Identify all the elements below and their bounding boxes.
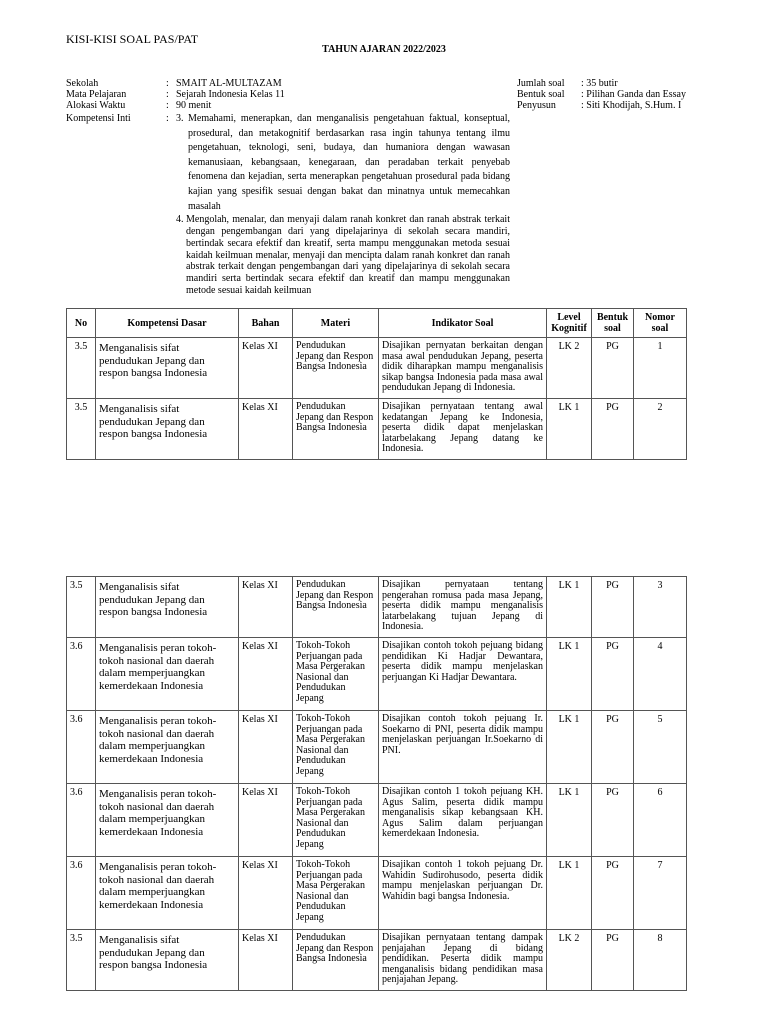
cell-kompetensi-dasar: Menganalisis peran tokoh-tokoh nasional dan daerah dalam memperjuangkan kemerdekaan Indonesia — [96, 857, 239, 930]
cell-no: 3.6 — [67, 784, 96, 857]
info-row-question-count — [517, 78, 767, 89]
cell-no: 3.5 — [67, 577, 96, 638]
info-row-question-type — [517, 89, 767, 100]
cell-no: 3.6 — [67, 638, 96, 711]
table-row — [67, 399, 687, 460]
cell-bahan: Kelas XI — [239, 338, 293, 399]
cell-bahan: Kelas XI — [239, 399, 293, 460]
cell-kompetensi-dasar: Menganalisis peran tokoh-tokoh nasional dan daerah dalam memperjuangkan kemerdekaan Indonesia — [96, 711, 239, 784]
cell-kompetensi-dasar: Menganalisis sifat pendudukan Jepang dan respon bangsa Indonesia — [96, 338, 239, 399]
cell-bentuk: PG — [592, 577, 634, 638]
cell-nomor: 6 — [634, 784, 687, 857]
ki-item-number: 4. — [176, 214, 184, 226]
table-header-row — [67, 309, 687, 338]
info-colon: : — [166, 100, 169, 111]
header-kompetensi-dasar: Kompetensi Dasar — [96, 309, 239, 338]
cell-bentuk: PG — [592, 711, 634, 784]
table-row — [67, 338, 687, 399]
info-value: Sejarah Indonesia Kelas 11 — [176, 89, 285, 100]
document-title: KISI-KISI SOAL PAS/PAT — [66, 32, 199, 46]
ki-colon: : — [166, 113, 169, 124]
info-label: Sekolah — [66, 78, 99, 89]
school-info — [66, 78, 516, 111]
cell-level: LK 1 — [547, 784, 592, 857]
cell-indikator: Disajikan contoh 1 tokoh pejuang KH. Agus Salim, peserta didik mampu menganalisis sikap kebangsaan KH. Agus Salim dalam perjuangan kemerdekaan Indonesia. — [379, 784, 547, 857]
table-row — [67, 711, 687, 784]
table-row — [67, 577, 687, 638]
cell-nomor: 2 — [634, 399, 687, 460]
cell-no: 3.6 — [67, 857, 96, 930]
cell-bahan: Kelas XI — [239, 784, 293, 857]
cell-indikator: Disajikan pernyatan berkaitan dengan masa awal pendudukan Jepang, peserta didik diharapkan mampu menganalisis sikap bangsa Indonesia pada masa awal pendudukan Jepang di Indonesia. — [379, 338, 547, 399]
cell-bahan: Kelas XI — [239, 638, 293, 711]
cell-bentuk: PG — [592, 399, 634, 460]
table-row — [67, 930, 687, 991]
info-label: Mata Pelajaran — [66, 89, 127, 100]
cell-bentuk: PG — [592, 930, 634, 991]
header-no: No — [67, 309, 96, 338]
cell-indikator: Disajikan contoh tokoh pejuang bidang pendidikan Ki Hadjar Dewantara, peserta didik mampu menjelaskan perjuangan Ki Hadjar Dewantara. — [379, 638, 547, 711]
ki-item — [176, 112, 510, 214]
ki-item — [176, 214, 510, 297]
cell-bahan: Kelas XI — [239, 711, 293, 784]
cell-level: LK 1 — [547, 399, 592, 460]
table-row — [67, 784, 687, 857]
ki-label: Kompetensi Inti — [66, 113, 131, 124]
cell-level: LK 2 — [547, 338, 592, 399]
info-row-time — [66, 100, 516, 111]
ki-row — [66, 112, 510, 297]
cell-bahan: Kelas XI — [239, 930, 293, 991]
cell-indikator: Disajikan contoh 1 tokoh pejuang Dr. Wahidin Sudirohusodo, peserta didik mampu menjelaskan perjuangan Dr. Wahidin bagi bangsa Indonesia. — [379, 857, 547, 930]
cell-indikator: Disajikan contoh tokoh pejuang Ir. Soekarno di PNI, peserta didik mampu menjelaskan perjuangan Ir.Soekarno di PNI. — [379, 711, 547, 784]
cell-nomor: 1 — [634, 338, 687, 399]
cell-materi: Pendudukan Jepang dan Respon Bangsa Indonesia — [293, 930, 379, 991]
cell-bentuk: PG — [592, 784, 634, 857]
header-bentuk: Bentuk soal — [592, 309, 634, 338]
cell-nomor: 3 — [634, 577, 687, 638]
header-level: Level Kognitif — [547, 309, 592, 338]
info-value: : Siti Khodijah, S.Hum. I — [581, 100, 682, 111]
cell-kompetensi-dasar: Menganalisis peran tokoh-tokoh nasional dan daerah dalam memperjuangkan kemerdekaan Indonesia — [96, 784, 239, 857]
header-materi: Materi — [293, 309, 379, 338]
cell-materi: Pendudukan Jepang dan Respon Bangsa Indonesia — [293, 338, 379, 399]
cell-bahan: Kelas XI — [239, 577, 293, 638]
table-row — [67, 638, 687, 711]
cell-nomor: 4 — [634, 638, 687, 711]
cell-no: 3.6 — [67, 711, 96, 784]
kompetensi-inti — [66, 112, 510, 297]
cell-no: 3.5 — [67, 930, 96, 991]
cell-materi: Tokoh-Tokoh Perjuangan pada Masa Pergerakan Nasional dan Pendudukan Jepang — [293, 638, 379, 711]
header-bahan: Bahan — [239, 309, 293, 338]
info-row-author — [517, 100, 767, 111]
info-label: Jumlah soal — [517, 78, 565, 89]
info-colon: : — [166, 78, 169, 89]
cell-bahan: Kelas XI — [239, 857, 293, 930]
cell-level: LK 1 — [547, 711, 592, 784]
cell-indikator: Disajikan pernyataan tentang awal kedatangan Jepang ke Indonesia, peserta didik dapat menjelaskan latarbelakang Jepang datang ke Indonesia. — [379, 399, 547, 460]
ki-item-number: 3. — [176, 113, 184, 124]
cell-kompetensi-dasar: Menganalisis sifat pendudukan Jepang dan respon bangsa Indonesia — [96, 399, 239, 460]
info-row-subject — [66, 89, 516, 100]
info-value: 90 menit — [176, 100, 212, 111]
info-label: Bentuk soal — [517, 89, 565, 100]
ki-item-text: Memahami, menerapkan, dan menganalisis pengetahuan faktual, konseptual, prosedural, dan metakognitif berdasarkan rasa ingin tahunya tentang ilmu pengetahuan, teknologi, seni, budaya, dan humaniora dengan wawasan kemanusiaan, kebangsaan, kenegaraan, dan peradaban terkait penyebab fenomena dan kejadian, serta menerapkan pengetahuan prosedural pada bidang kajian yang spesifik sesuai dengan bakat dan minatnya untuk memecahkan masalah — [188, 113, 510, 212]
info-value: SMAIT AL-MULTAZAM — [176, 78, 282, 89]
kisi-table-page-1 — [66, 308, 687, 460]
academic-year: TAHUN AJARAN 2022/2023 — [322, 44, 446, 55]
info-value: : 35 butir — [581, 78, 618, 89]
cell-level: LK 2 — [547, 930, 592, 991]
exam-info — [517, 78, 767, 111]
cell-nomor: 5 — [634, 711, 687, 784]
cell-level: LK 1 — [547, 638, 592, 711]
info-row-school — [66, 78, 516, 89]
info-label: Penyusun — [517, 100, 556, 111]
cell-indikator: Disajikan pernyataan tentang dampak penjajahan Jepang di bidang pendidikan. Peserta didik mampu menganalisis bidang pendidikan masa penjajahan Jepang. — [379, 930, 547, 991]
cell-materi: Tokoh-Tokoh Perjuangan pada Masa Pergerakan Nasional dan Pendudukan Jepang — [293, 857, 379, 930]
cell-materi: Tokoh-Tokoh Perjuangan pada Masa Pergerakan Nasional dan Pendudukan Jepang — [293, 784, 379, 857]
cell-indikator: Disajikan pernyataan tentang pengerahan romusa pada masa Jepang, peserta didik mampu menganalisis latarbelakang tujuan Jepang di Indonesia. — [379, 577, 547, 638]
cell-nomor: 7 — [634, 857, 687, 930]
cell-bentuk: PG — [592, 338, 634, 399]
header-indikator: Indikator Soal — [379, 309, 547, 338]
cell-level: LK 1 — [547, 577, 592, 638]
ki-item-text: Mengolah, menalar, dan menyaji dalam ranah konkret dan ranah abstrak terkait dengan pengembangan dari yang dipelajarinya di sekolah secara mandiri, bertindak secara efektif dan kreatif, serta mampu menggunakan metoda sesuai kaidah keilmuan menalar, menyaji dan mencipta dalam ranah konkret dan ranah abstrak terkait dengan pengembangan dari yang dipelajarinya di sekolah secara mandiri serta bertindak secara efektif dan kreatif dan mampu menggunakan metode sesuai kaidah keilmuan — [186, 214, 510, 296]
info-value: : Pilihan Ganda dan Essay — [581, 89, 686, 100]
table-row — [67, 857, 687, 930]
kisi-table-page-2 — [66, 576, 687, 991]
cell-level: LK 1 — [547, 857, 592, 930]
cell-kompetensi-dasar: Menganalisis sifat pendudukan Jepang dan respon bangsa Indonesia — [96, 930, 239, 991]
cell-bentuk: PG — [592, 638, 634, 711]
cell-materi: Pendudukan Jepang dan Respon Bangsa Indonesia — [293, 399, 379, 460]
cell-kompetensi-dasar: Menganalisis peran tokoh-tokoh nasional dan daerah dalam memperjuangkan kemerdekaan Indonesia — [96, 638, 239, 711]
cell-kompetensi-dasar: Menganalisis sifat pendudukan Jepang dan respon bangsa Indonesia — [96, 577, 239, 638]
cell-materi: Pendudukan Jepang dan Respon Bangsa Indonesia — [293, 577, 379, 638]
header-nomor: Nomor soal — [634, 309, 687, 338]
ki-items — [176, 112, 510, 297]
info-label: Alokasi Waktu — [66, 100, 126, 111]
cell-no: 3.5 — [67, 338, 96, 399]
cell-no: 3.5 — [67, 399, 96, 460]
info-colon: : — [166, 89, 169, 100]
cell-materi: Tokoh-Tokoh Perjuangan pada Masa Pergerakan Nasional dan Pendudukan Jepang — [293, 711, 379, 784]
cell-nomor: 8 — [634, 930, 687, 991]
cell-bentuk: PG — [592, 857, 634, 930]
